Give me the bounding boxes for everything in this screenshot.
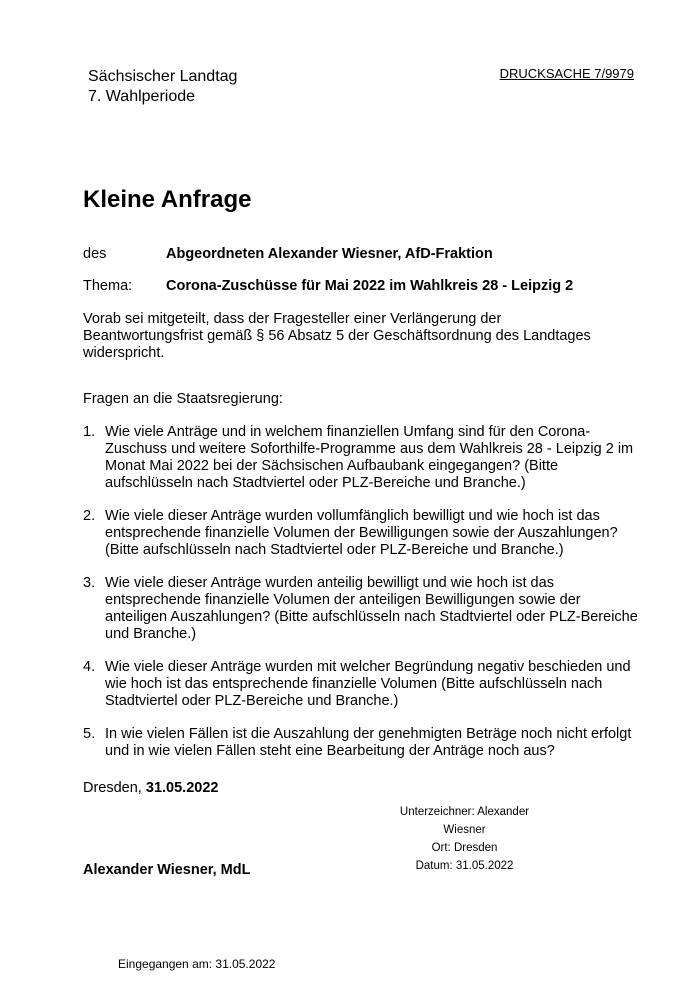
thema-label: Thema: <box>83 278 133 294</box>
signer-name-line: Unterzeichner: Alexander <box>399 806 530 818</box>
signer-name-continued: Wiesner <box>443 824 486 836</box>
question-text: Wie viele dieser Anträge wurden anteilig bewilligt und wie hoch ist das entsprechende finanzielle Volumen der anteiligen Bewilligungen sowie der anteiligen Auszahlungen? (Bitte aufschlüsseln nach Stadtviertel oder PLZ-Bereiche und Branche.) <box>105 575 638 642</box>
legislative-period: 7. Wahlperiode <box>88 88 196 105</box>
question-number: 3. <box>83 575 96 591</box>
received-date: Eingegangen am: 31.05.2022 <box>118 957 276 971</box>
intro-paragraph: Vorab sei mitgeteilt, dass der Fragesteller einer Verlängerung der Beantwortungsfrist gemäß § 56 Absatz 5 der Geschäftsordnung des Landtages widerspricht. <box>83 311 591 361</box>
drucksache-number: DRUCKSACHE 7/9979 <box>499 66 634 81</box>
des-label: des <box>83 246 107 262</box>
question-number: 1. <box>83 424 96 440</box>
org-name: Sächsischer Landtag <box>88 68 238 85</box>
organization-block <box>88 67 237 107</box>
place: Dresden, <box>83 780 146 796</box>
question-text: Wie viele dieser Anträge wurden mit welcher Begründung negativ beschieden und wie hoch ist das entsprechende finanzielle Volumen (Bitte aufschlüsseln nach Stadtviertel oder PLZ-Bereiche und Branche.) <box>105 659 631 709</box>
list-item <box>83 726 643 760</box>
question-number: 4. <box>83 659 96 675</box>
date: 31.05.2022 <box>145 780 219 796</box>
list-item <box>83 508 643 559</box>
place-date-line <box>83 780 218 796</box>
thema-value: Corona-Zuschüsse für Mai 2022 im Wahlkreis 28 - Leipzig 2 <box>166 278 574 294</box>
question-number: 2. <box>83 508 96 524</box>
signer-name: Alexander Wiesner, MdL <box>83 862 251 878</box>
question-list <box>83 424 643 776</box>
signature-block <box>392 803 537 875</box>
author-line: Abgeordneten Alexander Wiesner, AfD-Fraktion <box>166 246 493 262</box>
question-text: Wie viele dieser Anträge wurden vollumfänglich bewilligt und wie hoch ist das entsprechende finanzielle Volumen der Bewilligungen sowie der Auszahlungen? (Bitte aufschlüsseln nach Stadtviertel oder PLZ-Bereiche und Branche.) <box>105 508 618 558</box>
list-item <box>83 659 643 710</box>
question-text: In wie vielen Fällen ist die Auszahlung der genehmigten Beträge noch nicht erfolgt und in wie vielen Fällen steht eine Bearbeitung der Anträge noch aus? <box>105 726 632 759</box>
list-item <box>83 424 643 492</box>
question-number: 5. <box>83 726 96 742</box>
questions-heading: Fragen an die Staatsregierung: <box>83 391 283 407</box>
list-item <box>83 575 643 643</box>
signature-place: Ort: Dresden <box>431 842 498 854</box>
document-title: Kleine Anfrage <box>83 186 252 213</box>
signature-date: Datum: 31.05.2022 <box>415 860 514 872</box>
question-text: Wie viele Anträge und in welchem finanziellen Umfang sind für den Corona-Zuschuss und weitere Soforthilfe-Programme aus dem Wahlkreis 28 - Leipzig 2 im Monat Mai 2022 bei der Sächsischen Aufbaubank eingegangen? (Bitte aufschlüsseln nach Stadtviertel oder PLZ-Bereiche und Branche.) <box>105 424 634 491</box>
